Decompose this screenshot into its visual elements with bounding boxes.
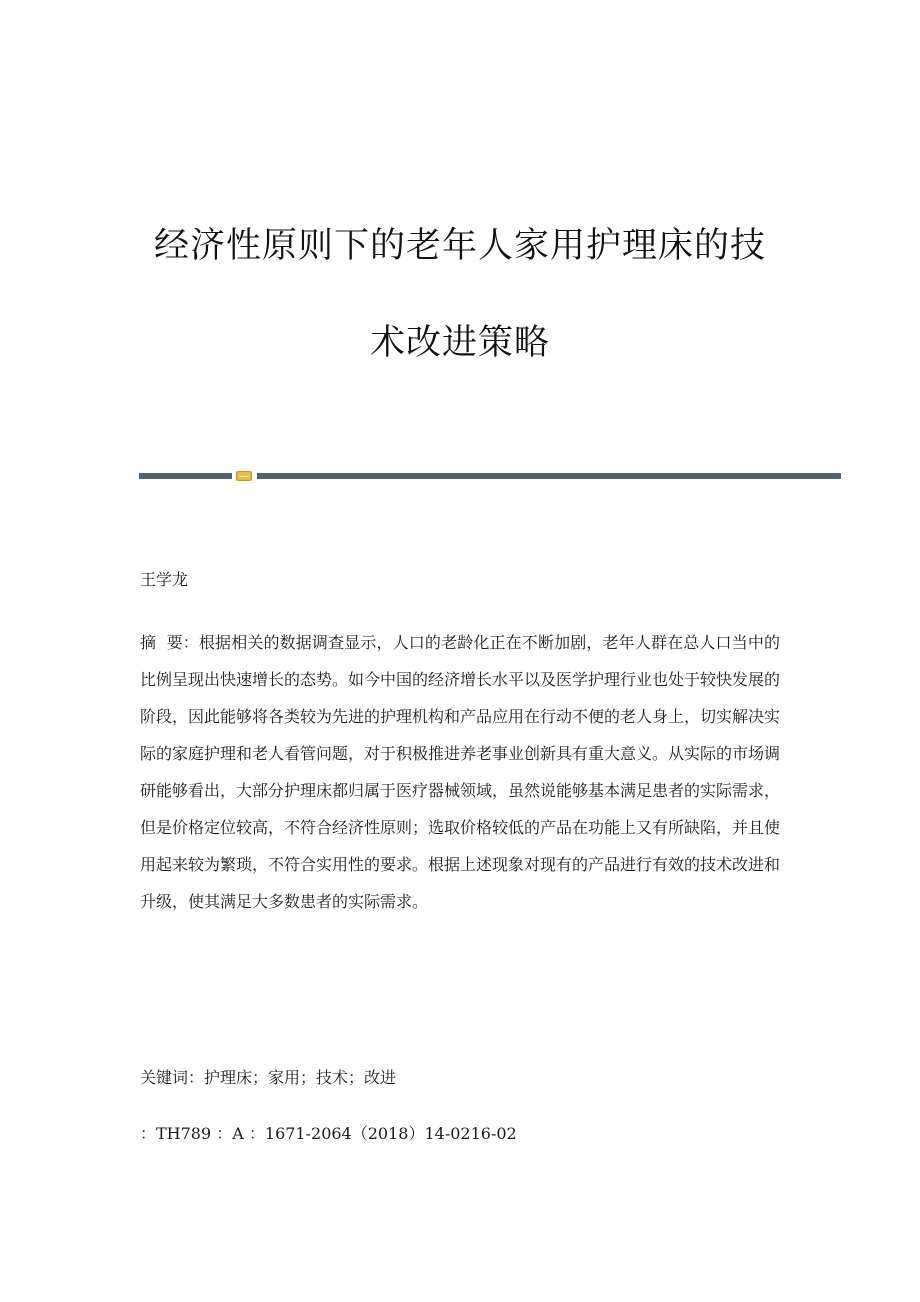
divider-bar-left	[139, 473, 232, 479]
keywords-list: 护理床；家用；技术；改进	[204, 1068, 397, 1087]
divider-emblem-icon	[236, 471, 252, 481]
keywords-line	[140, 1066, 780, 1090]
classification-line: ：TH789 ：A ：1671-2064（2018）14-0216-02	[140, 1124, 517, 1143]
document-title-line-1: 经济性原则下的老年人家用护理床的技	[153, 226, 766, 266]
author-name: 王学龙	[140, 570, 189, 589]
document-title-line-2: 术改进策略	[369, 323, 550, 363]
abstract-paragraph	[140, 624, 780, 920]
keywords-label: 关键词：	[140, 1068, 205, 1087]
abstract-text: 根据相关的数据调查显示，人口的老龄化正在不断加剧，老年人群在总人口当中的比例呈现出快速增长的态势。如今中国的经济增长水平以及医学护理行业也处于较快发展的阶段，因此能够将各类较为先进的护理机构和产品应用在行动不便的老人身上，切实解决实际的家庭护理和老人看管问题，对于积极推进养老事业创新具有重大意义。从实际的市场调研能够看出，大部分护理床都归属于医疗器械领域，虽然说能够基本满足患者的实际需求，但是价格定位较高，不符合经济性原则；选取价格较低的产品在功能上又有所缺陷，并且使用起来较为繁琐，不符合实用性的要求。根据上述现象对现有的产品进行有效的技术改进和升级，使其满足大多数患者的实际需求。	[140, 633, 781, 911]
title-divider	[139, 471, 841, 481]
abstract-label: 摘 要：	[140, 633, 199, 652]
divider-bar-right	[257, 473, 841, 479]
